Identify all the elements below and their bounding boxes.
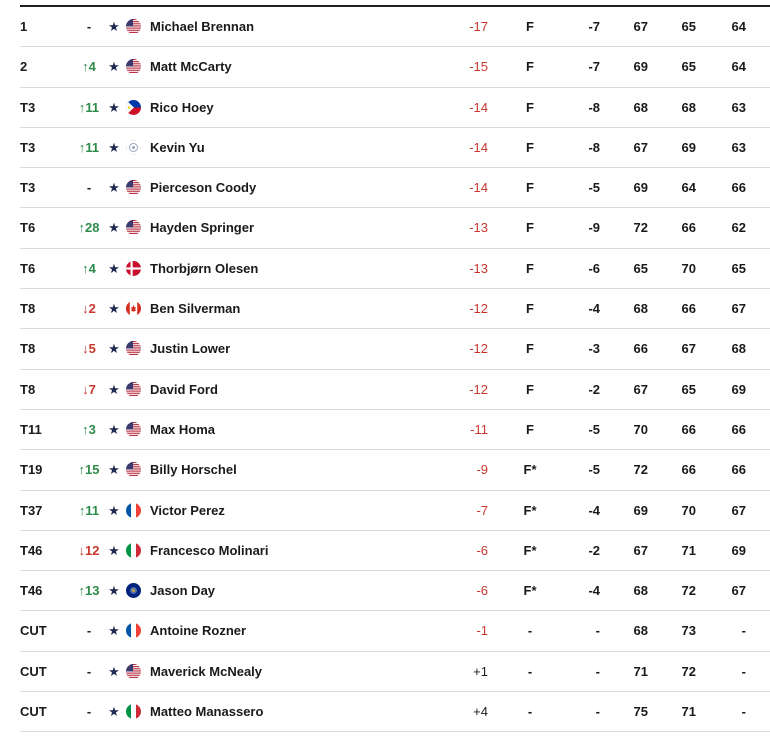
country-flag-icon	[126, 301, 141, 316]
thru-cell: F*	[523, 462, 537, 478]
player-name: Rico Hoey	[150, 99, 214, 115]
round-2-score: 65	[681, 19, 696, 34]
country-flag-icon	[126, 220, 141, 235]
movement-cell: -	[86, 704, 92, 720]
country-flag-icon	[126, 180, 141, 195]
country-flag-icon	[126, 59, 141, 74]
round-1-score: 72	[633, 220, 648, 236]
table-row[interactable]	[20, 329, 770, 369]
thru-cell: F	[526, 19, 534, 34]
round-1-score: 67	[633, 19, 648, 34]
total-score: +1	[473, 663, 488, 679]
total-score: -12	[469, 381, 488, 397]
round-1-score: 65	[633, 260, 648, 276]
favorite-star-icon[interactable]: ★	[108, 260, 120, 276]
round-3-score: -	[741, 623, 746, 639]
round-3-score: 65	[731, 260, 746, 276]
favorite-star-icon[interactable]: ★	[108, 220, 120, 236]
today-score: -8	[588, 139, 600, 155]
round-3-score: 68	[731, 341, 746, 357]
round-1-score: 67	[633, 139, 648, 155]
today-score: -5	[588, 462, 600, 478]
total-score: -1	[476, 623, 488, 639]
thru-cell: F	[526, 301, 534, 317]
round-1-score: 75	[633, 704, 648, 720]
table-row[interactable]	[20, 208, 770, 248]
position-cell: T46	[20, 542, 43, 558]
player-name: Thorbjørn Olesen	[150, 260, 259, 276]
round-1-score: 68	[633, 623, 648, 639]
position-cell: T37	[20, 502, 43, 518]
thru-cell: F*	[523, 583, 537, 599]
round-3-score: 67	[731, 502, 746, 518]
today-score: -	[595, 663, 600, 679]
today-score: -	[595, 623, 600, 639]
player-name: David Ford	[150, 381, 218, 397]
position-cell: T3	[20, 139, 36, 155]
country-flag-icon	[126, 664, 141, 679]
table-row[interactable]	[20, 128, 770, 168]
favorite-star-icon[interactable]: ★	[108, 623, 120, 639]
country-flag-icon	[126, 503, 141, 518]
round-2-score: 64	[681, 180, 696, 196]
thru-cell: F	[526, 220, 534, 236]
round-1-score: 68	[633, 99, 648, 115]
favorite-star-icon[interactable]: ★	[108, 59, 120, 75]
movement-cell: ↑11	[78, 502, 100, 518]
country-flag-icon	[126, 583, 141, 598]
round-2-score: 66	[681, 301, 696, 317]
favorite-star-icon[interactable]: ★	[108, 341, 120, 357]
round-3-score: -	[741, 663, 746, 679]
round-3-score: 66	[731, 421, 746, 437]
movement-cell: ↑4	[82, 260, 96, 276]
favorite-star-icon[interactable]: ★	[108, 99, 120, 115]
thru-cell: F	[526, 99, 534, 115]
player-name: Justin Lower	[150, 341, 231, 357]
movement-cell: ↓7	[82, 381, 96, 397]
table-row[interactable]	[20, 692, 770, 732]
round-3-score: -	[741, 704, 746, 720]
round-2-score: 73	[681, 623, 696, 639]
round-2-score: 66	[681, 220, 696, 236]
round-1-score: 68	[633, 301, 648, 317]
favorite-star-icon[interactable]: ★	[108, 301, 120, 317]
movement-cell: ↑11	[78, 99, 100, 115]
position-cell: T46	[20, 583, 43, 599]
table-row[interactable]	[20, 531, 770, 571]
round-3-score: 66	[731, 180, 746, 196]
movement-cell: ↑15	[78, 462, 100, 478]
table-row[interactable]	[20, 168, 770, 208]
table-row[interactable]	[20, 88, 770, 128]
position-cell: CUT	[20, 623, 47, 639]
thru-cell: F	[526, 421, 534, 437]
round-2-score: 71	[681, 542, 696, 558]
total-score: -13	[469, 260, 488, 276]
thru-cell: F	[526, 59, 534, 75]
total-score: -7	[476, 502, 488, 518]
today-score: -	[595, 704, 600, 720]
round-3-score: 67	[731, 301, 746, 317]
position-cell: CUT	[20, 704, 47, 720]
total-score: -17	[469, 19, 488, 34]
table-row[interactable]	[20, 249, 770, 289]
round-2-score: 72	[681, 663, 696, 679]
country-flag-icon	[126, 462, 141, 477]
movement-cell: ↑3	[82, 421, 96, 437]
favorite-star-icon[interactable]: ★	[108, 180, 120, 196]
position-cell: 1	[20, 19, 28, 34]
today-score: -2	[588, 381, 600, 397]
round-1-score: 66	[633, 341, 648, 357]
movement-cell: ↑13	[78, 583, 100, 599]
thru-cell: F*	[523, 502, 537, 518]
favorite-star-icon[interactable]: ★	[108, 139, 120, 155]
favorite-star-icon[interactable]: ★	[108, 542, 120, 558]
today-score: -4	[588, 301, 600, 317]
table-row[interactable]	[20, 370, 770, 410]
player-name: Matt McCarty	[150, 59, 232, 75]
position-cell: T3	[20, 180, 36, 196]
position-cell: CUT	[20, 663, 47, 679]
position-cell: T8	[20, 301, 36, 317]
round-1-score: 67	[633, 542, 648, 558]
today-score: -9	[588, 220, 600, 236]
country-flag-icon	[126, 261, 141, 276]
favorite-star-icon[interactable]: ★	[108, 502, 120, 518]
player-name: Billy Horschel	[150, 462, 237, 478]
favorite-star-icon[interactable]: ★	[108, 462, 120, 478]
player-name: Maverick McNealy	[150, 663, 263, 679]
round-2-score: 65	[681, 59, 696, 75]
round-1-score: 68	[633, 583, 648, 599]
thru-cell: -	[527, 623, 533, 639]
table-row[interactable]	[20, 450, 770, 490]
round-3-score: 63	[731, 99, 746, 115]
movement-cell: ↑4	[82, 59, 96, 75]
table-row[interactable]	[20, 491, 770, 531]
round-1-score: 67	[633, 381, 648, 397]
player-name: Ben Silverman	[150, 301, 241, 317]
total-score: -14	[469, 180, 488, 196]
leaderboard-rows	[0, 7, 770, 732]
round-1-score: 69	[633, 180, 648, 196]
today-score: -7	[588, 19, 600, 34]
today-score: -4	[588, 502, 600, 518]
country-flag-icon	[126, 100, 141, 115]
country-flag-icon	[126, 704, 141, 719]
movement-cell: ↓12	[78, 542, 100, 558]
round-3-score: 62	[731, 220, 746, 236]
round-2-score: 66	[681, 421, 696, 437]
player-name: Hayden Springer	[150, 220, 255, 236]
position-cell: T6	[20, 220, 36, 236]
total-score: -9	[476, 462, 488, 478]
total-score: -15	[469, 59, 488, 75]
round-1-score: 69	[633, 502, 648, 518]
round-1-score: 71	[633, 663, 648, 679]
country-flag-icon	[126, 19, 141, 34]
round-2-score: 66	[681, 462, 696, 478]
total-score: -14	[469, 99, 488, 115]
total-score: -12	[469, 341, 488, 357]
round-2-score: 65	[681, 381, 696, 397]
movement-cell: -	[86, 663, 92, 679]
total-score: -6	[476, 583, 488, 599]
movement-cell: ↓2	[82, 301, 96, 317]
today-score: -2	[588, 542, 600, 558]
round-2-score: 70	[681, 260, 696, 276]
round-2-score: 72	[681, 583, 696, 599]
thru-cell: F	[526, 180, 534, 196]
movement-cell: ↓5	[82, 341, 96, 357]
favorite-star-icon[interactable]: ★	[108, 381, 120, 397]
total-score: -13	[469, 220, 488, 236]
thru-cell: F	[526, 381, 534, 397]
today-score: -6	[588, 260, 600, 276]
position-cell: T8	[20, 381, 36, 397]
table-row[interactable]	[20, 47, 770, 87]
table-row[interactable]	[20, 571, 770, 611]
country-flag-icon	[126, 382, 141, 397]
round-2-score: 67	[681, 341, 696, 357]
movement-cell: -	[86, 623, 92, 639]
round-3-score: 64	[731, 19, 746, 34]
player-name: Francesco Molinari	[150, 542, 269, 558]
player-name: Pierceson Coody	[150, 180, 257, 196]
total-score: -11	[470, 421, 488, 437]
country-flag-icon	[126, 422, 141, 437]
country-flag-icon	[126, 341, 141, 356]
today-score: -8	[588, 99, 600, 115]
player-name: Max Homa	[150, 421, 216, 437]
player-name: Jason Day	[150, 583, 216, 599]
position-cell: T3	[20, 99, 36, 115]
round-3-score: 69	[731, 381, 746, 397]
round-3-score: 67	[731, 583, 746, 599]
today-score: -5	[588, 421, 600, 437]
thru-cell: -	[527, 663, 533, 679]
favorite-star-icon[interactable]: ★	[108, 421, 120, 437]
table-row[interactable]	[20, 289, 770, 329]
country-flag-icon	[126, 623, 141, 638]
favorite-star-icon[interactable]: ★	[108, 583, 120, 599]
movement-cell: -	[86, 19, 92, 34]
movement-cell: -	[86, 180, 92, 196]
position-cell: T19	[20, 462, 43, 478]
player-name: Matteo Manassero	[150, 704, 264, 720]
round-3-score: 64	[731, 59, 746, 75]
thru-cell: F	[526, 139, 534, 155]
thru-cell: F*	[523, 542, 537, 558]
player-name: Michael Brennan	[150, 19, 255, 34]
favorite-star-icon[interactable]: ★	[108, 19, 120, 34]
favorite-star-icon[interactable]: ★	[108, 704, 120, 720]
position-cell: 2	[20, 59, 28, 75]
thru-cell: F	[526, 341, 534, 357]
today-score: -4	[588, 583, 600, 599]
movement-cell: ↑28	[78, 220, 100, 236]
table-row[interactable]	[20, 410, 770, 450]
round-2-score: 69	[681, 139, 696, 155]
today-score: -5	[588, 180, 600, 196]
table-row[interactable]	[20, 7, 770, 47]
player-name: Antoine Rozner	[150, 623, 247, 639]
movement-cell: ↑11	[78, 139, 100, 155]
thru-cell: -	[527, 704, 533, 720]
table-row[interactable]	[20, 611, 770, 651]
total-score: -14	[469, 139, 488, 155]
country-flag-icon	[126, 543, 141, 558]
today-score: -7	[588, 59, 600, 75]
round-2-score: 68	[681, 99, 696, 115]
today-score: -3	[588, 341, 600, 357]
position-cell: T8	[20, 341, 36, 357]
round-1-score: 72	[633, 462, 648, 478]
player-name: Victor Perez	[150, 502, 225, 518]
round-3-score: 69	[731, 542, 746, 558]
position-cell: T11	[20, 421, 42, 437]
round-3-score: 63	[731, 139, 746, 155]
round-1-score: 70	[633, 421, 648, 437]
total-score: +4	[473, 704, 488, 720]
total-score: -12	[469, 301, 488, 317]
player-name: Kevin Yu	[150, 139, 205, 155]
table-row[interactable]	[20, 652, 770, 692]
round-2-score: 71	[681, 704, 696, 720]
thru-cell: F	[526, 260, 534, 276]
round-2-score: 70	[681, 502, 696, 518]
total-score: -6	[476, 542, 488, 558]
country-flag-icon	[126, 140, 141, 155]
position-cell: T6	[20, 260, 36, 276]
round-3-score: 66	[731, 462, 746, 478]
favorite-star-icon[interactable]: ★	[108, 663, 120, 679]
round-1-score: 69	[633, 59, 648, 75]
